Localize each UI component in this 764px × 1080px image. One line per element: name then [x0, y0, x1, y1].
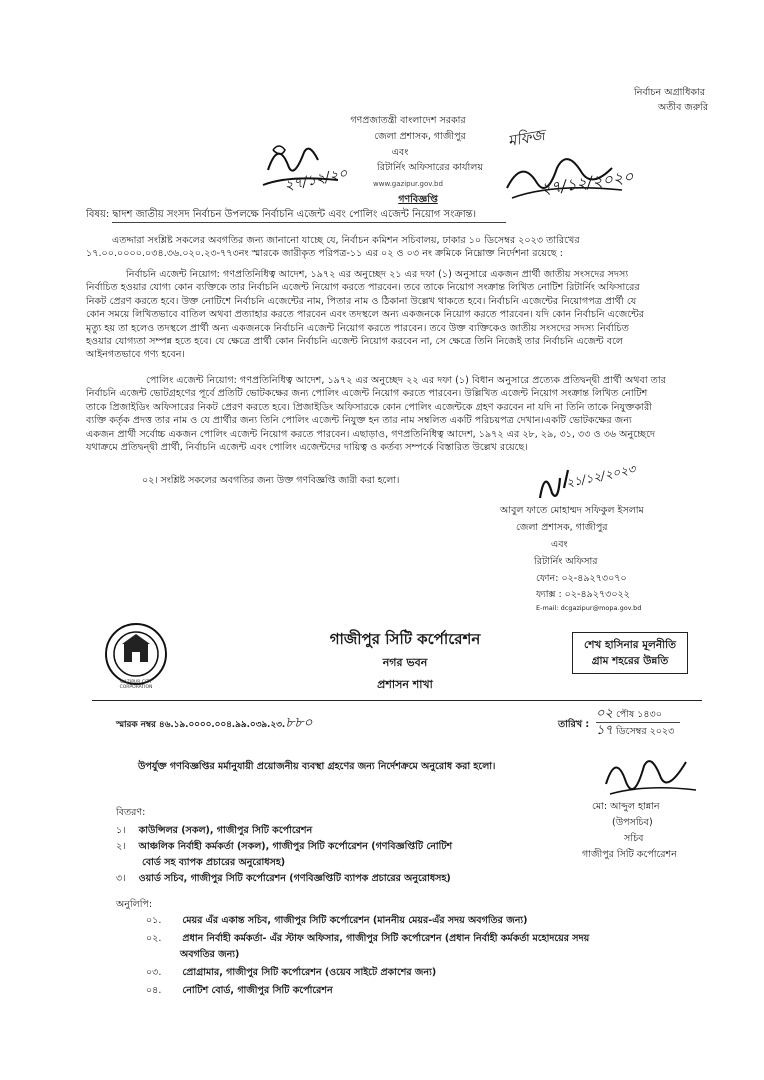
corporation-name: গাজীপুর সিটি কর্পোরেশন: [329, 630, 481, 648]
copy-number: ০৩.: [146, 967, 162, 978]
distribution-item-cont: বোর্ড সহ ব্যাপক প্রচারের অনুরোধসহ): [142, 857, 286, 868]
date-hand-2: ১৭: [596, 723, 613, 738]
intro-line: ১৭.০০.০০০০.০৩৪.৩৬.০২০.২৩-৭৭৩নং স্মারকে জারীকৃত পরিপত্র-১১ এর ০২ ও ০৩ নং ক্রমিকে নিম্নোক্ত নির্দেশনা রয়েছে :: [86, 248, 563, 260]
paragraph-line: মৃত্যু হয় তা হলেও তদস্থলে প্রার্থী অন্য একজনকে নির্বাচনি এজেন্ট নিয়োগ করতে পারবেন। তবে উক্ত ব্যক্তিকেও জাতীয় সংসদের সদস্য নির্বাচিত: [86, 322, 629, 334]
item-text: কাউন্সিলর (সকল), গাজীপুর সিটি কর্পোরেশন: [138, 825, 313, 836]
item-number: ৩।: [116, 873, 126, 884]
secretary-title: (উপসচিব): [612, 817, 653, 828]
website: www.gazipur.gov.bd: [373, 180, 443, 188]
and-text: এবং: [391, 147, 409, 158]
urgent-label: অতীব জরুরি: [658, 102, 709, 113]
item-text: আঞ্চলিক নির্বাহী কর্মকর্তা (সকল), গাজীপুর সিটি কর্পোরেশন (গণবিজ্ঞপ্তিটি নোটিশ: [138, 841, 453, 852]
distribution-heading: বিতরণ:: [116, 807, 146, 818]
instruction-text: উপর্যুক্ত গণবিজ্ঞপ্তির মর্মানুযায়ী প্রয়োজনীয় ব্যবস্থা গ্রহণের জন্য নির্দেশক্রমে অনুরোধ করা হলো।: [138, 761, 496, 772]
copy-item: [146, 914, 527, 928]
tagline-line2: গ্রাম শহরের উন্নতি: [591, 655, 669, 667]
paragraph-line: নির্বাচনি এজেন্ট নিয়োগ: গণপ্রতিনিধিত্ব আদেশ, ১৯৭২ এর অনুচ্ছেদ ২১ এর দফা (১) অনুসারে একজন প্রার্থী জাতীয় সংসদের সদস্য: [126, 269, 629, 280]
city-corporation-logo: [102, 620, 170, 688]
paragraph-line: কোন সময়ে লিখিতভাবে বাতিল অথবা প্রত্যাহার করতে পারবেন এবং তদস্থলে অন্য একজনকে নিয়োগ করতে পারবেন। যদি কোন নির্বাচনি এজেন্টের: [86, 309, 645, 321]
election-agent-paragraph: [86, 268, 694, 362]
date-label: তারিখ :: [558, 719, 590, 730]
copy-text: প্রোগ্রামার, গাজীপুর সিটি কর্পোরেশন (ওয়েব সাইটে প্রকাশের জন্য): [182, 967, 437, 978]
date-english: [596, 724, 674, 739]
copies-heading: অনুলিপি:: [116, 899, 153, 910]
subject: বিষয়: দ্বাদশ জাতীয় সংসদ নির্বাচন উপলক্ষে নির্বাচনি এজেন্ট এবং পোলিং এজেন্ট নিয়োগ সংক্রান্ত।: [86, 209, 477, 220]
tagline-box: [572, 632, 688, 674]
distribution-item: [116, 872, 451, 886]
copy-item-cont: অবগতির জন্য): [180, 949, 240, 960]
paragraph-line: হওয়ার যোগ্যতা সম্পন্ন হতে হবে। যে ক্ষেত্রে প্রার্থী কোন নির্বাচনি এজেন্ট নিয়োগ করবেন না, সে ক্ষেত্রে তিনি নিজেই তার নির্বাচনি এজেন্ট বলে: [86, 336, 624, 348]
paragraph-line: যথাক্রমে প্রতিদ্বন্দ্বী প্রার্থী, নির্বাচনি এজেন্ট এবং পোলিং এজেন্টদের দায়িত্ব ও কর্তব্য সম্পর্কে বিস্তারিত উল্লেখ রয়েছে।: [86, 442, 528, 454]
secretary-role: সচিব: [624, 833, 644, 844]
paragraph-line: পোলিং এজেন্ট নিয়োগ: গণপ্রতিনিধিত্ব আদেশ, ১৯৭২ এর অনুচ্ছেদ ২২ এর দফা (১) বিধান অনুসারে প্রত্যেক প্রতিদ্বন্দ্বী প্রার্থী অথবা তার: [146, 375, 666, 386]
returning-office: রিটার্নিং অফিসারের কার্যালয়: [377, 162, 483, 173]
distribution-item: [116, 840, 452, 854]
polling-agent-paragraph: [86, 374, 694, 454]
memo-ref-hand: ৮৮০: [285, 715, 313, 731]
copy-text: নোটিশ বোর্ড, গাজীপুর সিটি কর্পোরেশন: [182, 985, 333, 996]
distribution-item: [116, 824, 312, 838]
email-address: E-mail: dcgazipur@mopa.gov.bd: [536, 604, 642, 612]
item-number: ২।: [116, 841, 126, 852]
paragraph-line: তাকে প্রিজাইডিং অফিসারের নিকট প্রেরণ করতে হবে। প্রিজাইডিং অফিসারকে কোন পোলিং এজেন্টকে গ্রহণ করবেন না যদি না তিনি তাকে নিযুক্তকারী: [86, 401, 652, 413]
secretary-name: মো: আব্দুল হান্নান: [592, 801, 660, 812]
secretary-org: গাজীপুর সিটি কর্পোরেশন: [582, 849, 677, 860]
doc-type: গণবিজ্ঞপ্তি: [398, 194, 438, 205]
date-bangla-text: পৌষ ১৪৩০: [615, 709, 662, 720]
handwritten-initial: মফিজ: [506, 125, 547, 151]
logo-text: GAZIPUR CITY CORPORATION: [119, 680, 153, 690]
signature-date-right: ২৭/১২/২০২০: [538, 166, 635, 199]
fax-number: ফ্যাক্স : ০২-৪৯২৭৩০২২: [536, 589, 630, 600]
date-bangla: [596, 707, 662, 722]
subject-underline: [112, 222, 506, 223]
copy-number: ০১.: [146, 915, 162, 926]
govt-name: গণপ্রজাতন্ত্রী বাংলাদেশ সরকার: [350, 115, 466, 126]
paragraph-02: ০২। সংশ্লিষ্ট সকলের অবগতির জন্য উক্ত গণবিজ্ঞপ্তি জারী করা হলো।: [142, 475, 400, 486]
paragraph-line: ব্যক্তি কর্তৃক প্রদত্ত তার নাম ও যে প্রার্থীর জন্য তিনি পোলিং এজেন্ট নিযুক্ত হন তার নাম সম্বলিত একটি পরিচয়পত্র দেখান।একটি ভোটকক্ষের জন্য: [86, 415, 632, 427]
intro-line: এতদ্দারা সংশ্লিষ্ট সকলের অবগতির জন্য জানানো যাচ্ছে যে, নির্বাচন কমিশন সচিবালয়, ঢাকার ১০ ডিসেম্বর ২০২৩ তারিখের: [112, 235, 580, 246]
signature-date-left: ২৭/১২/২০: [283, 165, 350, 195]
signatory-and: এবং: [551, 539, 568, 550]
header-rule: [92, 700, 702, 701]
copy-number: ০২.: [146, 933, 162, 944]
memo-reference: [116, 716, 312, 732]
item-text: ওয়ার্ড সচিব, গাজীপুর সিটি কর্পোরেশন (গণবিজ্ঞপ্তিটি ব্যাপক প্রচারের অনুরোধসহ): [138, 873, 451, 884]
tagline-line1: শেখ হাসিনার মূলনীতি: [583, 639, 677, 651]
paragraph-line: একজন প্রার্থী সর্বোচ্চ একজন পোলিং এজেন্ট নিয়োগ করতে পারবেন। এছাড়াও, গণপ্রতিনিধিত্ব আদেশ, ১৯৭২ এর ২৮, ২৯, ৩১, ৩৩ ও ৩৬ অনুচ্ছেদে: [86, 428, 656, 440]
signatory-title: জেলা প্রশাসক, গাজীপুর: [516, 522, 608, 533]
copy-number: ০৪.: [146, 985, 162, 996]
priority-label: নির্বাচন অগ্রাধিকার: [634, 87, 706, 98]
paragraph-line: নির্বাচিত হওয়ার যোগ্য কোন ব্যক্তিকে তার নির্বাচনি এজেন্ট নিয়োগ করতে পারবেন। তবে তাকে নিয়োগ সংক্রান্ত লিখিত নোটিশ রিটার্নিং অফিসারের: [86, 282, 640, 294]
paragraph-line: নিকট প্রেরণ করতে হবে। উক্ত নোটিশে নির্বাচনি এজেন্টের নাম, পিতার নাম ও ঠিকানা উল্লেখ থাকতে হবে। নির্বাচনি এজেন্টের নিয়োগপত্র প্রার্থী যে: [86, 295, 637, 307]
memo-ref-text: স্মারক নম্বর ৪৬.১৯.০০০০.০০৪.৯৯.০৩৯.২৩.: [116, 720, 286, 730]
copy-text: প্রধান নির্বাহী কর্মকর্তা- এঁর স্টাফ অফিসার, গাজীপুর সিটি কর্পোরেশন (প্রধান নির্বাহী কর্মকর্তা মহোদয়ের সদয়: [182, 933, 590, 944]
copy-item: [146, 932, 589, 946]
signatory-name: আবুল ফাতে মোহাম্মদ সফিকুল ইসলাম: [500, 505, 644, 516]
signatory-role: রিটার্নিং অফিসার: [534, 556, 598, 567]
admin-branch: প্রশাসন শাখা: [377, 678, 433, 691]
copy-item: [146, 984, 333, 998]
phone-number: ফোন: ০২-৪৯২৭৩০৭০: [536, 573, 627, 584]
date-english-text: ডিসেম্বর ২০২৩: [615, 726, 675, 737]
paragraph-line: নির্বাচনি এজেন্ট ভোটগ্রহণের পূর্বে প্রতিটি ভোটকক্ষের জন্য পোলিং এজেন্ট নিয়োগ করতে পারবেন। উল্লিখিত এজেন্ট নিয়োগ সংক্রান্ত লিখিত নোটিশ: [86, 388, 648, 400]
date-hand-1: ০২: [596, 706, 613, 721]
paragraph-line: আইনগতভাবে গণ্য হবেন।: [86, 349, 185, 361]
office-name: জেলা প্রশাসক, গাজীপুর: [374, 131, 466, 142]
signature-dc-date: ২১/১২/২০২৩: [564, 461, 637, 491]
nagar-bhaban: নগর ভবন: [382, 656, 428, 669]
copy-item: [146, 966, 436, 980]
item-number: ১।: [116, 825, 126, 836]
copy-text: মেয়র এঁর একান্ত সচিব, গাজীপুর সিটি কর্পোরেশন (মাননীয় মেয়র-এঁর সদয় অবগতির জন্য): [182, 915, 528, 926]
intro-paragraph: [86, 234, 694, 261]
